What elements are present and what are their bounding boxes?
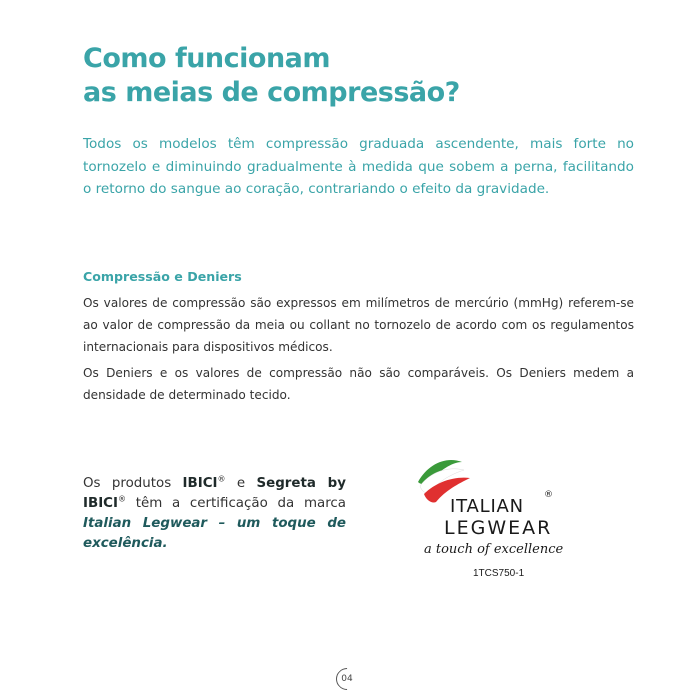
compression-paragraph: Os valores de compressão são expressos em milímetros de mercúrio (mmHg) referem-se ao valor de compressão da meia ou collant no tornozelo de acordo com os regulamentos internacionais para dispositivos médicos.	[83, 296, 634, 354]
italian-legwear-logo	[410, 452, 600, 592]
title-line-2: as meias de compressão?	[83, 77, 460, 108]
intro-paragraph: Todos os modelos têm compressão graduada ascendente, mais forte no tornozelo e diminuindo gradualmente à medida que sobem a perna, facilitando o retorno do sangue ao coração, contrariando o efeito da gravidade.	[83, 136, 634, 197]
page-number	[336, 668, 358, 690]
logo-registered-mark: ®	[544, 490, 553, 500]
cert-text-2: e	[225, 476, 257, 491]
certification-text	[83, 474, 346, 554]
deniers-paragraph: Os Deniers e os valores de compressão não são comparáveis. Os Deniers medem a densidade de determinado tecido.	[83, 366, 634, 402]
cert-highlight: Italian Legwear – um toque de excelência.	[83, 516, 346, 551]
logo-tagline: a touch of excellence	[424, 542, 564, 557]
page-number-arc-icon	[331, 663, 362, 694]
section-title: Compressão e Deniers	[83, 269, 242, 284]
brand-segreta: Segreta by IBICI	[83, 476, 346, 511]
page-title	[83, 42, 460, 110]
page-number-label: 04	[341, 674, 353, 684]
title-line-1: Como funcionam	[83, 43, 331, 74]
logo-line-2: LEGWEAR	[444, 517, 553, 539]
registered-mark: ®	[117, 494, 126, 504]
cert-text-1: Os produtos	[83, 476, 183, 491]
logo-code: 1TCS750-1	[473, 568, 525, 579]
cert-text-3: têm a certificação da marca	[125, 496, 346, 511]
logo-line-1: ITALIAN	[450, 496, 524, 517]
brand-ibici: IBICI	[182, 476, 218, 491]
registered-mark: ®	[217, 474, 226, 484]
